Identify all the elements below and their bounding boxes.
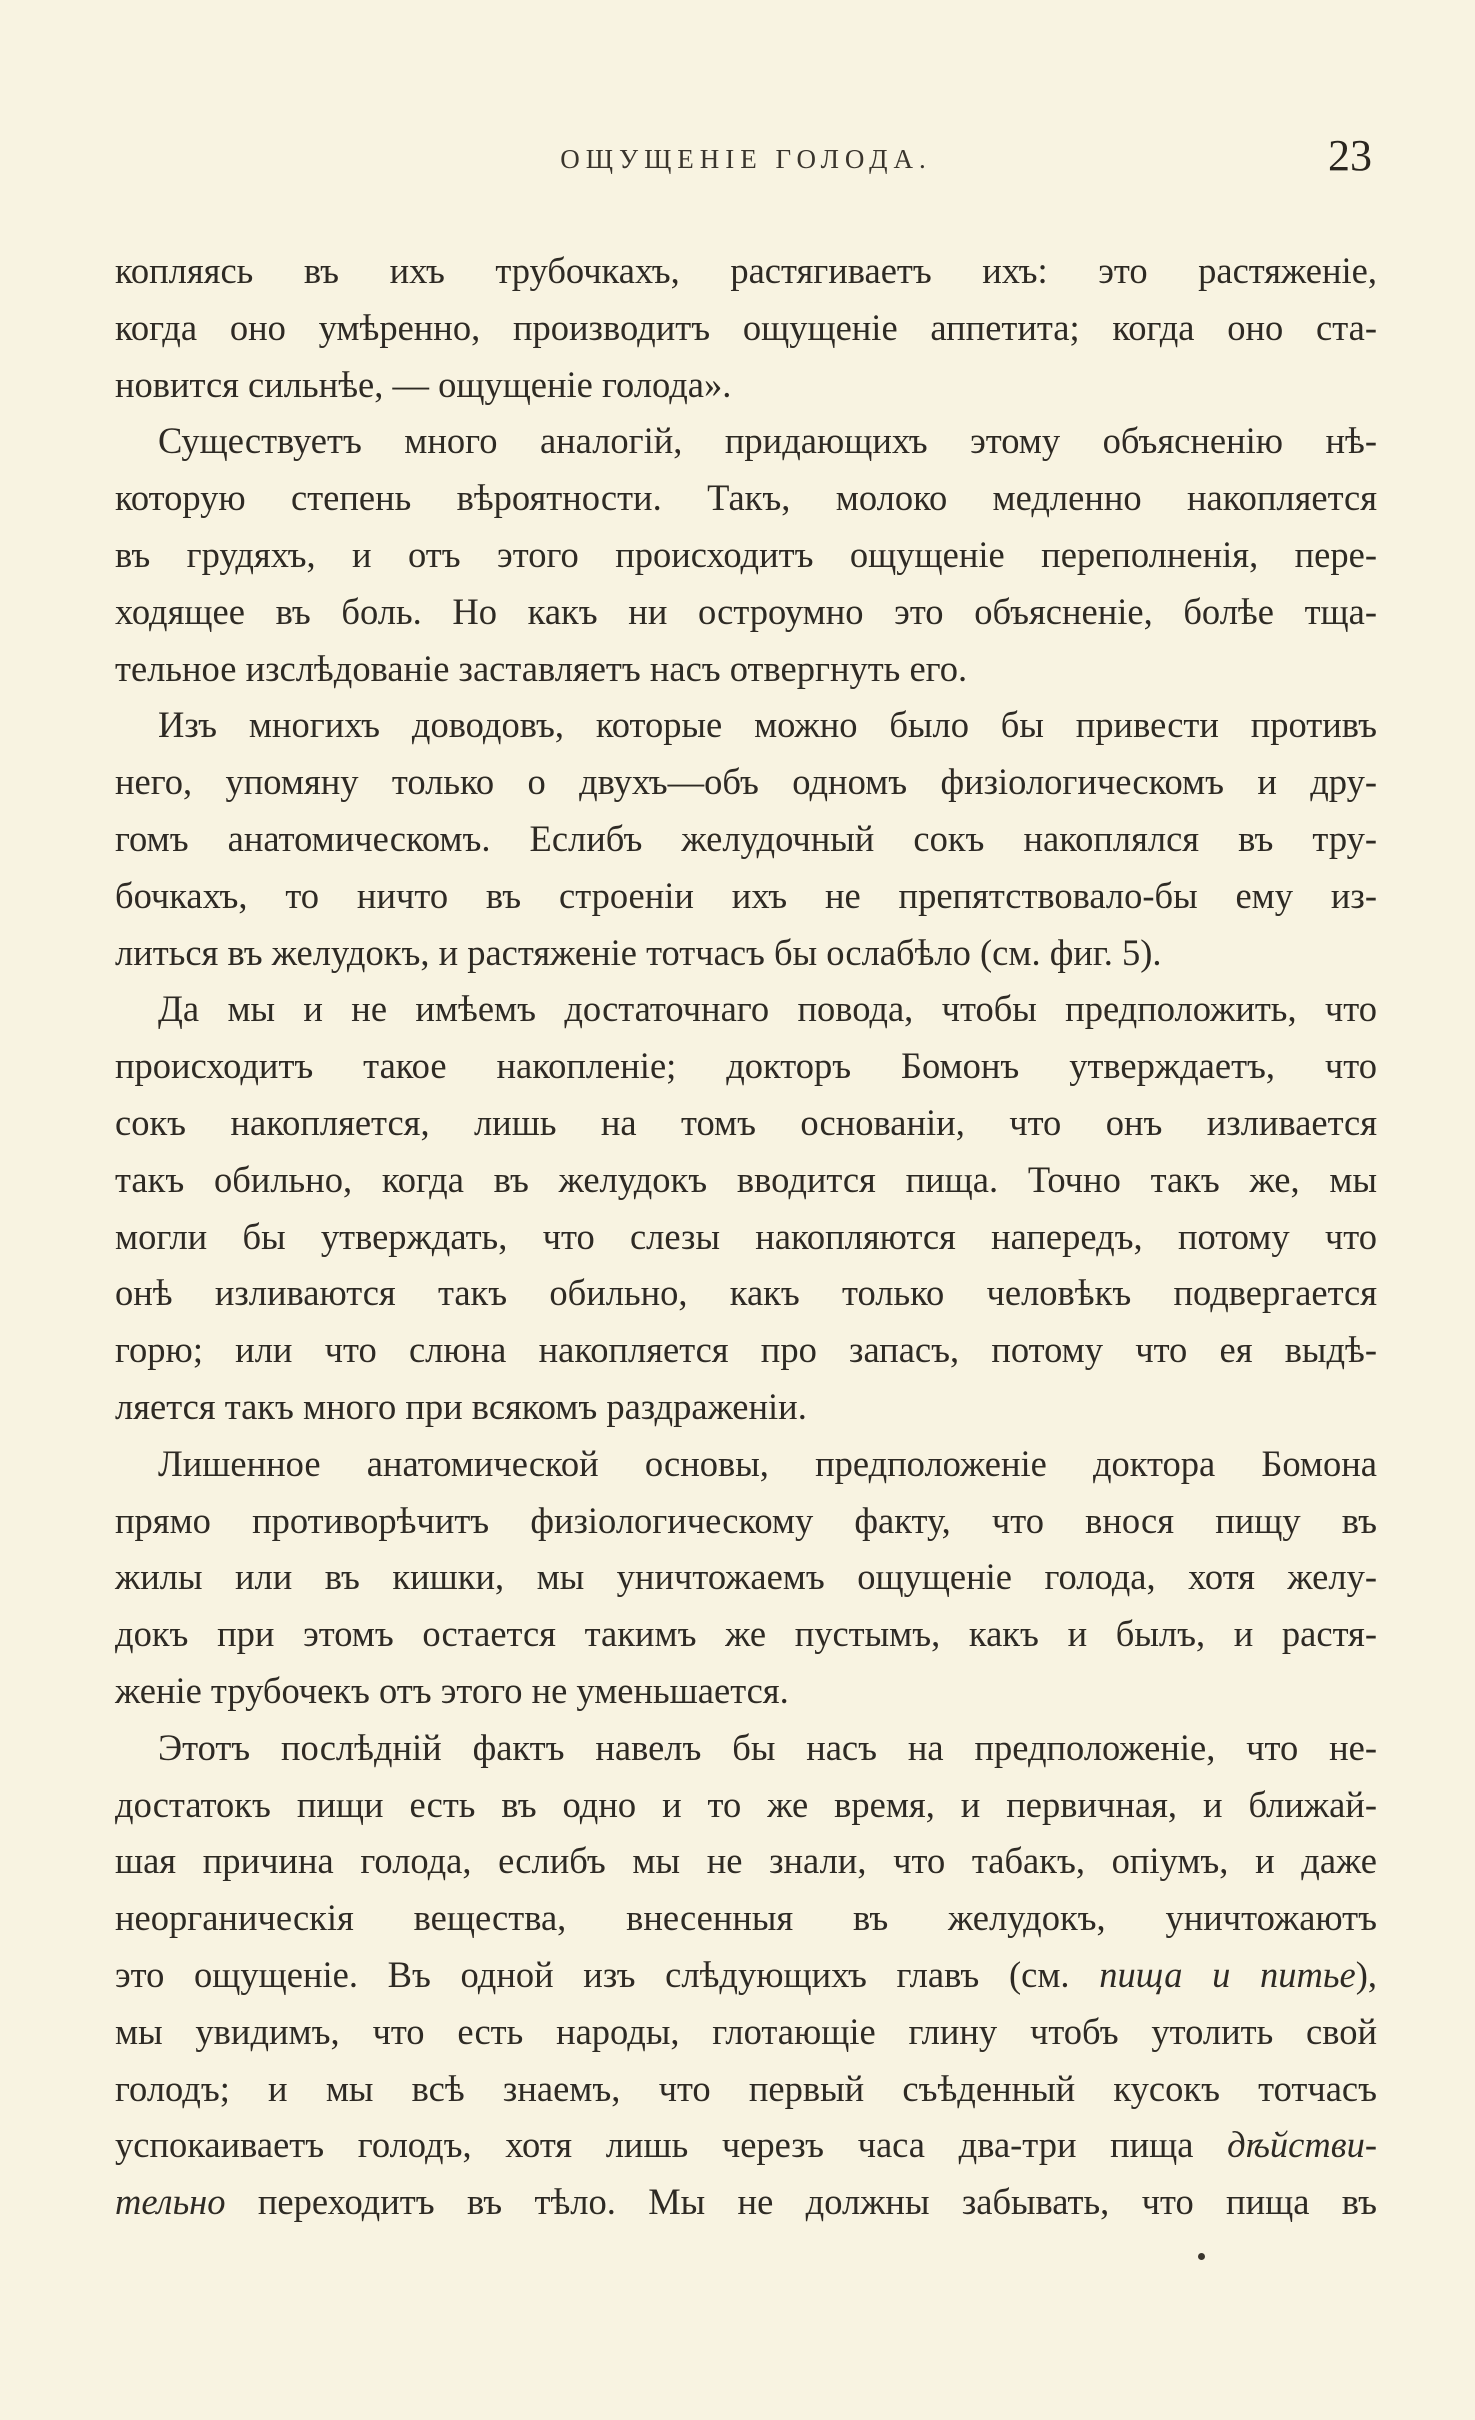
text-line (115, 868, 1377, 925)
text-line (115, 1663, 1377, 1720)
text-run: Этотъ послѣдній фактъ навелъ бы насъ на предположеніе, что не- (158, 1726, 1377, 1768)
text-line (115, 2004, 1377, 2061)
text-run: Да мы и не имѣемъ достаточнаго повода, чтобы предположить, что (158, 988, 1377, 1030)
text-line (115, 1265, 1377, 1322)
text-run: голодъ; и мы всѣ знаемъ, что первый съѣденный кусокъ тотчасъ (115, 2067, 1377, 2109)
text-run: сокъ накопляется, лишь на томъ основаніи, что онъ изливается (115, 1101, 1377, 1143)
text-line (115, 2174, 1377, 2231)
text-run: переходитъ въ тѣло. Мы не должны забывать, что пища въ (225, 2181, 1377, 2223)
text-run: докъ при этомъ остается такимъ же пустымъ, какъ и былъ, и растя- (115, 1613, 1377, 1655)
text-run: шая причина голода, еслибъ мы не знали, что табакъ, опіумъ, и даже (115, 1840, 1377, 1882)
text-run: гомъ анатомическомъ. Еслибъ желудочный сокъ накоплялся въ тру- (115, 817, 1377, 859)
running-title: ОЩУЩЕНІЕ ГОЛОДА. (560, 144, 932, 174)
text-line (115, 1322, 1377, 1379)
text-run: жилы или въ кишки, мы уничтожаемъ ощущеніе голода, хотя желу- (115, 1556, 1377, 1598)
text-run: ), (1355, 1953, 1378, 1995)
text-run: когда оно умѣренно, производитъ ощущеніе аппетита; когда оно ста- (115, 306, 1377, 348)
text-run: прямо противорѣчитъ физіологическому факту, что внося пищу въ (115, 1499, 1377, 1541)
text-run: это ощущеніе. Въ одной изъ слѣдующихъ главъ (см. (115, 1953, 1100, 1995)
text-line (115, 925, 1377, 982)
text-line (115, 584, 1377, 641)
text-line (115, 1379, 1377, 1436)
text-run: Изъ многихъ доводовъ, которые можно было бы привести противъ (158, 704, 1377, 746)
text-run: новится сильнѣе, — ощущеніе голода». (115, 363, 732, 405)
text-line (115, 1152, 1377, 1209)
text-run: достатокъ пищи есть въ одно и то же время, и первичная, и ближай- (115, 1783, 1377, 1825)
text-run: которую степень вѣроятности. Такъ, молоко медленно накопляется (115, 477, 1377, 519)
italic-text-run: дѣйстви- (1227, 2124, 1377, 2166)
text-line (115, 1549, 1377, 1606)
text-line (115, 1095, 1377, 1152)
text-run: успокаиваетъ голодъ, хотя лишь черезъ часа два-три пища (115, 2124, 1228, 2166)
text-line (115, 300, 1377, 357)
text-run: литься въ желудокъ, и растяженіе тотчасъ бы ослабѣло (см. фиг. 5). (115, 931, 1162, 973)
text-line (115, 2061, 1377, 2118)
italic-text-run: тельно (115, 2181, 226, 2223)
body-text (115, 243, 1377, 2231)
text-run: могли бы утверждать, что слезы накопляются напередъ, потому что (115, 1215, 1377, 1257)
text-run: мы увидимъ, что есть народы, глотающіе глину чтобъ утолить свой (115, 2010, 1377, 2052)
text-line (115, 1720, 1377, 1777)
page-number: 23 (1328, 131, 1372, 180)
text-run: въ грудяхъ, и отъ этого происходитъ ощущеніе переполненія, пере- (115, 533, 1377, 575)
text-line (115, 1493, 1377, 1550)
text-line (115, 1606, 1377, 1663)
text-run: Существуетъ много аналогій, придающихъ этому объясненію нѣ- (158, 420, 1377, 462)
text-line (115, 641, 1377, 698)
text-line (115, 1833, 1377, 1890)
text-line (115, 811, 1377, 868)
text-line (115, 357, 1377, 414)
text-run: онѣ изливаются такъ обильно, какъ только человѣкъ подвергается (115, 1272, 1377, 1314)
text-run: Лишенное анатомической основы, предположеніе доктора Бомона (158, 1442, 1377, 1484)
text-line (115, 1436, 1377, 1493)
text-run: тельное изслѣдованіе заставляетъ насъ отвергнуть его. (115, 647, 968, 689)
text-line (115, 243, 1377, 300)
text-line (115, 754, 1377, 811)
text-line (115, 413, 1377, 470)
text-run: копляясь въ ихъ трубочкахъ, растягиваетъ ихъ: это растяженіе, (115, 250, 1377, 291)
text-run: женіе трубочекъ отъ этого не уменьшается. (115, 1669, 789, 1711)
text-line (115, 527, 1377, 584)
text-line (115, 981, 1377, 1038)
text-line (115, 1209, 1377, 1266)
text-line (115, 697, 1377, 754)
text-line (115, 2117, 1377, 2174)
text-run: неорганическія вещества, внесенныя въ желудокъ, уничтожаютъ (115, 1897, 1377, 1939)
running-head (115, 130, 1377, 190)
text-run: происходитъ такое накопленіе; докторъ Бомонъ утверждаетъ, что (115, 1045, 1377, 1087)
text-line (115, 1777, 1377, 1834)
text-run: ходящее въ боль. Но какъ ни остроумно это объясненіе, болѣе тща- (115, 590, 1377, 632)
italic-text-run: пища и питье (1099, 1953, 1356, 1995)
text-line (115, 1890, 1377, 1947)
text-line (115, 470, 1377, 527)
text-run: такъ обильно, когда въ желудокъ вводится пища. Точно такъ же, мы (115, 1158, 1377, 1200)
text-run: горю; или что слюна накопляется про запасъ, потому что ея выдѣ- (115, 1329, 1377, 1371)
text-run: ляется такъ много при всякомъ раздраженіи. (115, 1385, 807, 1427)
text-run: него, упомяну только о двухъ—объ одномъ физіологическомъ и дру- (115, 761, 1377, 803)
text-line (115, 1038, 1377, 1095)
text-run: бочкахъ, то ничто въ строеніи ихъ не препятствовало-бы ему из- (115, 874, 1377, 916)
text-line (115, 1947, 1377, 2004)
printing-speck (1198, 2253, 1205, 2260)
